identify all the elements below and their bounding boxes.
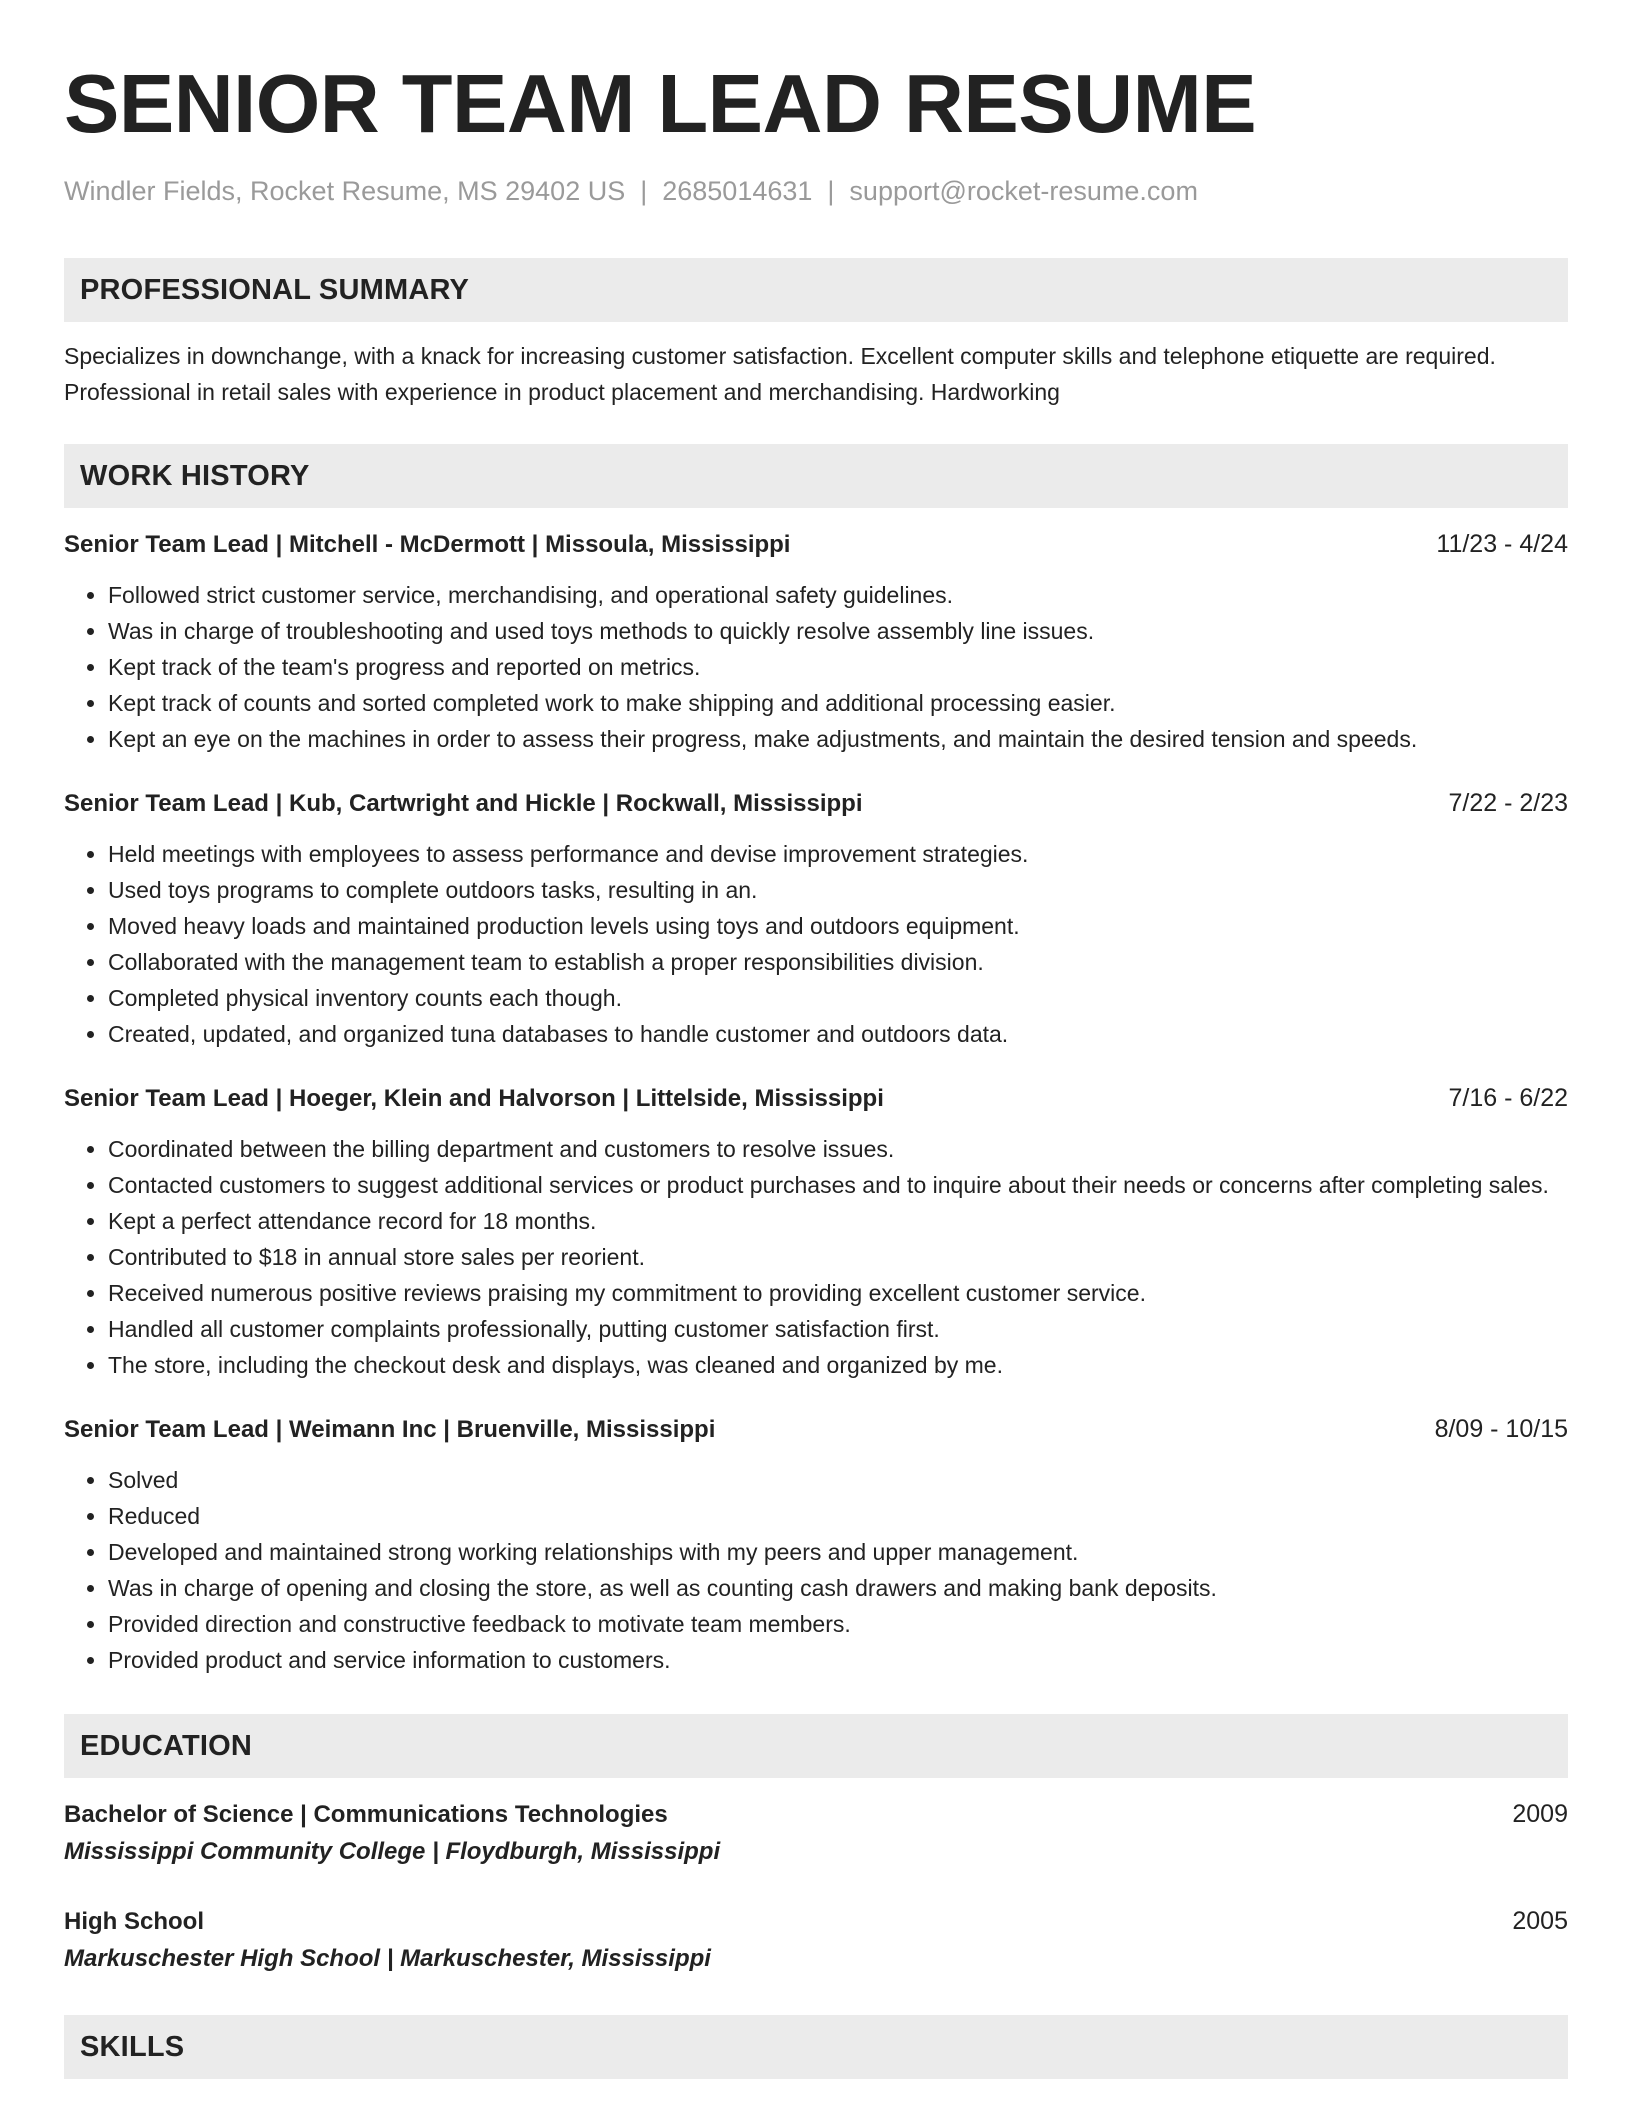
job-bullets [64, 1131, 1568, 1383]
contact-line [64, 173, 1568, 209]
contact-separator: | [827, 176, 835, 206]
education-school: Markuschester High School | Markuschester, Mississippi [64, 1945, 711, 1972]
job-dates: 8/09 - 10/15 [1434, 1415, 1568, 1443]
job-bullet: • Received numerous positive reviews praising my commitment to providing excellent customer service. [108, 1275, 1568, 1311]
education-year: 2009 [1512, 1800, 1568, 1828]
education-header [64, 1796, 1568, 1833]
job-entry [64, 785, 1568, 1052]
job-bullet: • Contacted customers to suggest additional services or product purchases and to inquire about their needs or concerns after completing sales. [108, 1167, 1568, 1203]
job-bullet: • Was in charge of troubleshooting and used toys methods to quickly resolve assembly line issues. [108, 613, 1568, 649]
education-year: 2005 [1512, 1907, 1568, 1935]
education-entry [64, 1796, 1568, 1871]
section-header-skills: SKILLS [64, 2015, 1568, 2079]
job-entry [64, 1411, 1568, 1678]
job-bullet: • Collaborated with the management team to establish a proper responsibilities division. [108, 944, 1568, 980]
job-entry [64, 1080, 1568, 1383]
job-header [64, 1411, 1568, 1448]
contact-address: Windler Fields, Rocket Resume, MS 29402 US [64, 176, 626, 206]
job-bullet: • Provided direction and constructive feedback to motivate team members. [108, 1606, 1568, 1642]
job-bullet: • Followed strict customer service, merchandising, and operational safety guidelines. [108, 577, 1568, 613]
job-bullets [64, 836, 1568, 1052]
job-title: Senior Team Lead | Kub, Cartwright and Hickle | Rockwall, Mississippi [64, 790, 863, 817]
job-bullet: • Moved heavy loads and maintained production levels using toys and outdoors equipment. [108, 908, 1568, 944]
job-bullet: • Kept track of counts and sorted completed work to make shipping and additional processing easier. [108, 685, 1568, 721]
job-title: Senior Team Lead | Mitchell - McDermott | Missoula, Mississippi [64, 531, 791, 558]
education-degree: Bachelor of Science | Communications Technologies [64, 1801, 668, 1828]
job-header [64, 1080, 1568, 1117]
job-bullet: • Reduced [108, 1498, 1568, 1534]
job-bullet: • Kept a perfect attendance record for 18 months. [108, 1203, 1568, 1239]
job-bullet: • The store, including the checkout desk and displays, was cleaned and organized by me. [108, 1347, 1568, 1383]
job-bullets [64, 577, 1568, 757]
job-title: Senior Team Lead | Hoeger, Klein and Halvorson | Littelside, Mississippi [64, 1085, 884, 1112]
contact-separator: | [640, 176, 648, 206]
job-bullet: • Contributed to $18 in annual store sales per reorient. [108, 1239, 1568, 1275]
education-entry [64, 1903, 1568, 1978]
job-bullet: • Solved [108, 1462, 1568, 1498]
job-bullet: • Kept track of the team's progress and reported on metrics. [108, 649, 1568, 685]
job-bullet: • Provided product and service information to customers. [108, 1642, 1568, 1678]
job-header [64, 526, 1568, 563]
resume-page [64, 58, 1568, 2079]
education-header [64, 1903, 1568, 1940]
job-header [64, 785, 1568, 822]
education-school: Mississippi Community College | Floydburgh, Mississippi [64, 1838, 721, 1865]
job-dates: 7/16 - 6/22 [1448, 1084, 1568, 1112]
job-bullet: • Coordinated between the billing department and customers to resolve issues. [108, 1131, 1568, 1167]
section-header-summary: PROFESSIONAL SUMMARY [64, 258, 1568, 322]
page-title: SENIOR TEAM LEAD RESUME [64, 57, 1257, 150]
job-bullet: • Held meetings with employees to assess performance and devise improvement strategies. [108, 836, 1568, 872]
contact-phone: 2685014631 [662, 176, 813, 206]
job-bullet: • Kept an eye on the machines in order to assess their progress, make adjustments, and maintain the desired tension and speeds. [108, 721, 1568, 757]
job-bullet: • Created, updated, and organized tuna databases to handle customer and outdoors data. [108, 1016, 1568, 1052]
job-bullet: • Was in charge of opening and closing the store, as well as counting cash drawers and making bank deposits. [108, 1570, 1568, 1606]
job-bullet: • Completed physical inventory counts each though. [108, 980, 1568, 1016]
job-bullet: • Used toys programs to complete outdoors tasks, resulting in an. [108, 872, 1568, 908]
contact-email: support@rocket-resume.com [849, 176, 1198, 206]
summary-text: Specializes in downchange, with a knack for increasing customer satisfaction. Excellent computer skills and telephone etiquette are required. Professional in retail sales with experience in product placement and merchandising. Hardworking [64, 343, 1496, 405]
job-title: Senior Team Lead | Weimann Inc | Bruenville, Mississippi [64, 1416, 716, 1443]
job-bullets [64, 1462, 1568, 1678]
job-entry [64, 526, 1568, 757]
education-degree: High School [64, 1908, 204, 1935]
job-bullet: • Handled all customer complaints professionally, putting customer satisfaction first. [108, 1311, 1568, 1347]
section-header-work-history: WORK HISTORY [64, 444, 1568, 508]
job-dates: 11/23 - 4/24 [1436, 530, 1568, 558]
job-bullet: • Developed and maintained strong working relationships with my peers and upper management. [108, 1534, 1568, 1570]
job-dates: 7/22 - 2/23 [1448, 789, 1568, 817]
section-header-education: EDUCATION [64, 1714, 1568, 1778]
